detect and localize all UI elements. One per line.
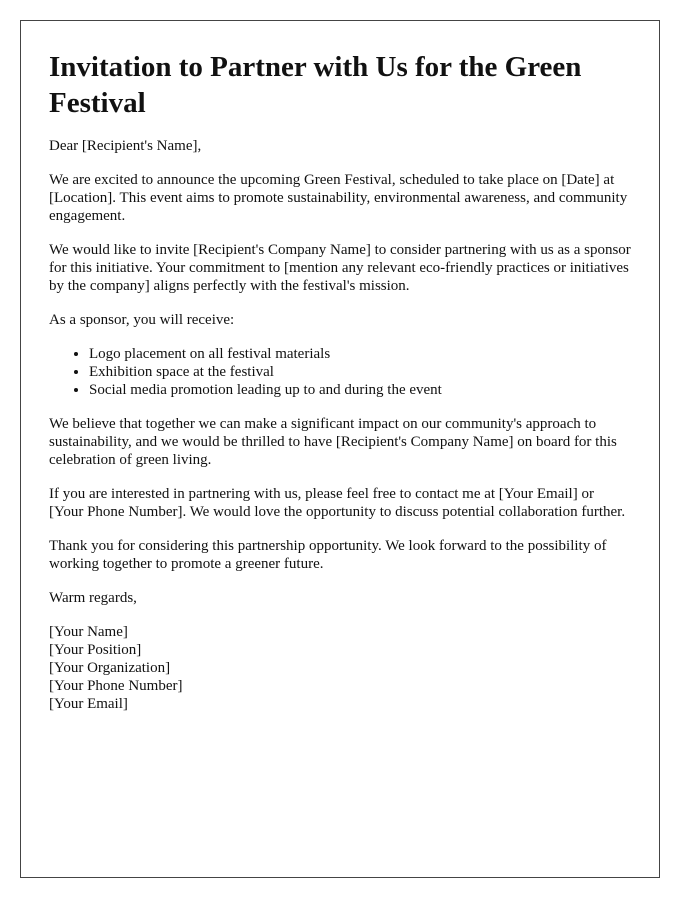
contact-paragraph: If you are interested in partnering with us, please feel free to contact me at [Your Email] or [Your Phone Number]. We would love the opportunity to discuss potential collaboration further. — [49, 486, 626, 520]
signature-phone: [Your Phone Number] — [49, 678, 183, 694]
letter-page — [20, 20, 660, 878]
signature-email: [Your Email] — [49, 696, 128, 712]
thanks-paragraph: Thank you for considering this partnership opportunity. We look forward to the possibility of working together to promote a greener future. — [49, 538, 607, 572]
list-item: • Exhibition space at the festival — [89, 363, 631, 381]
salutation: Dear [Recipient's Name], — [49, 138, 202, 154]
list-item: • Social media promotion leading up to and during the event — [89, 381, 631, 399]
benefits-intro: As a sponsor, you will receive: — [49, 312, 235, 328]
signature-name: [Your Name] — [49, 624, 128, 640]
signature-position: [Your Position] — [49, 642, 142, 658]
benefits-list — [49, 345, 631, 399]
signature-organization: [Your Organization] — [49, 660, 171, 676]
letter-title: Invitation to Partner with Us for the Green Festival — [49, 51, 582, 119]
list-item: • Logo placement on all festival materials — [89, 345, 631, 363]
sign-off: Warm regards, — [49, 590, 137, 606]
signature-block — [49, 623, 631, 713]
impact-paragraph: We believe that together we can make a significant impact on our community's approach to sustainability, and we would be thrilled to have [Recipient's Company Name] on board for this celebration of green living. — [49, 416, 617, 468]
intro-paragraph: We are excited to announce the upcoming Green Festival, scheduled to take place on [Date] at [Location]. This event aims to promote sustainability, environmental awareness, and community engagement. — [49, 172, 628, 224]
invitation-paragraph: We would like to invite [Recipient's Company Name] to consider partnering with us as a sponsor for this initiative. Your commitment to [mention any relevant eco-friendly practices or initiatives by the company] aligns perfectly with the festival's mission. — [49, 242, 631, 294]
